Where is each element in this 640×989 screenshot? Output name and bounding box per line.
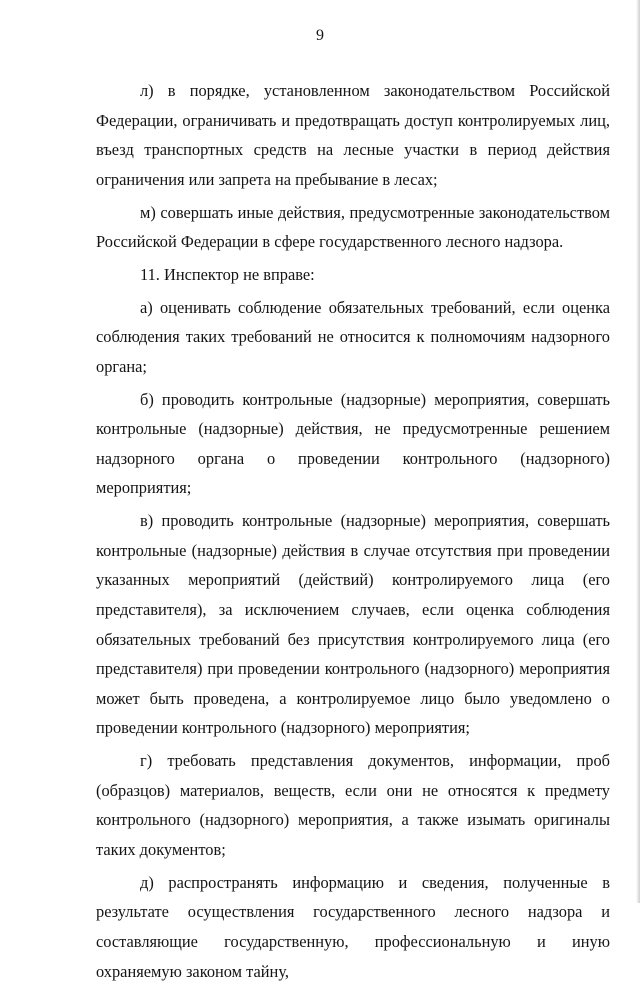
- paragraph-b: б) проводить контрольные (надзорные) мероприятия, совершать контрольные (надзорные) действия, не предусмотренные решением надзорного органа о проведении контрольного (надзорного) мероприятия;: [96, 389, 610, 498]
- paragraph-d: д) распространять информацию и сведения, полученные в результате осуществления государственного лесного надзора и составляющие государственную, профессиональную и иную охраняемую законом тайну,: [96, 872, 610, 981]
- document-body: [96, 76, 610, 989]
- paragraph-a: а) оценивать соблюдение обязательных требований, если оценка соблюдения таких требований не относится к полномочиям надзорного органа;: [96, 297, 610, 376]
- scan-edge-shadow: [636, 0, 640, 903]
- paragraph-11-heading: 11. Инспектор не вправе:: [140, 264, 315, 284]
- paragraph-v: в) проводить контрольные (надзорные) мероприятия, совершать контрольные (надзорные) действия в случае отсутствия при проведении указанных мероприятий (действий) контролируемого лица (его представителя), за исключением случаев, если оценка соблюдения обязательных требований без присутствия контролируемого лица (его представителя) при проведении контрольного (надзорного) мероприятия может быть проведена, а контролируемое лицо было уведомлено о проведении контрольного (надзорного) мероприятия;: [96, 511, 610, 738]
- page-number: 9: [316, 27, 324, 44]
- paragraph-m: м) совершать иные действия, предусмотренные законодательством Российской Федерации в сфере государственного лесного надзора.: [96, 202, 610, 252]
- paragraph-l: л) в порядке, установленном законодательством Российской Федерации, ограничивать и предотвращать доступ контролируемых лиц, въезд транспортных средств на лесные участки в период действия ограничения или запрета на пребывание в лесах;: [96, 81, 610, 189]
- paragraph-g: г) требовать представления документов, информации, проб (образцов) материалов, веществ, если они не относятся к предмету контрольного (надзорного) мероприятия, а также изымать оригиналы таких документов;: [96, 751, 610, 859]
